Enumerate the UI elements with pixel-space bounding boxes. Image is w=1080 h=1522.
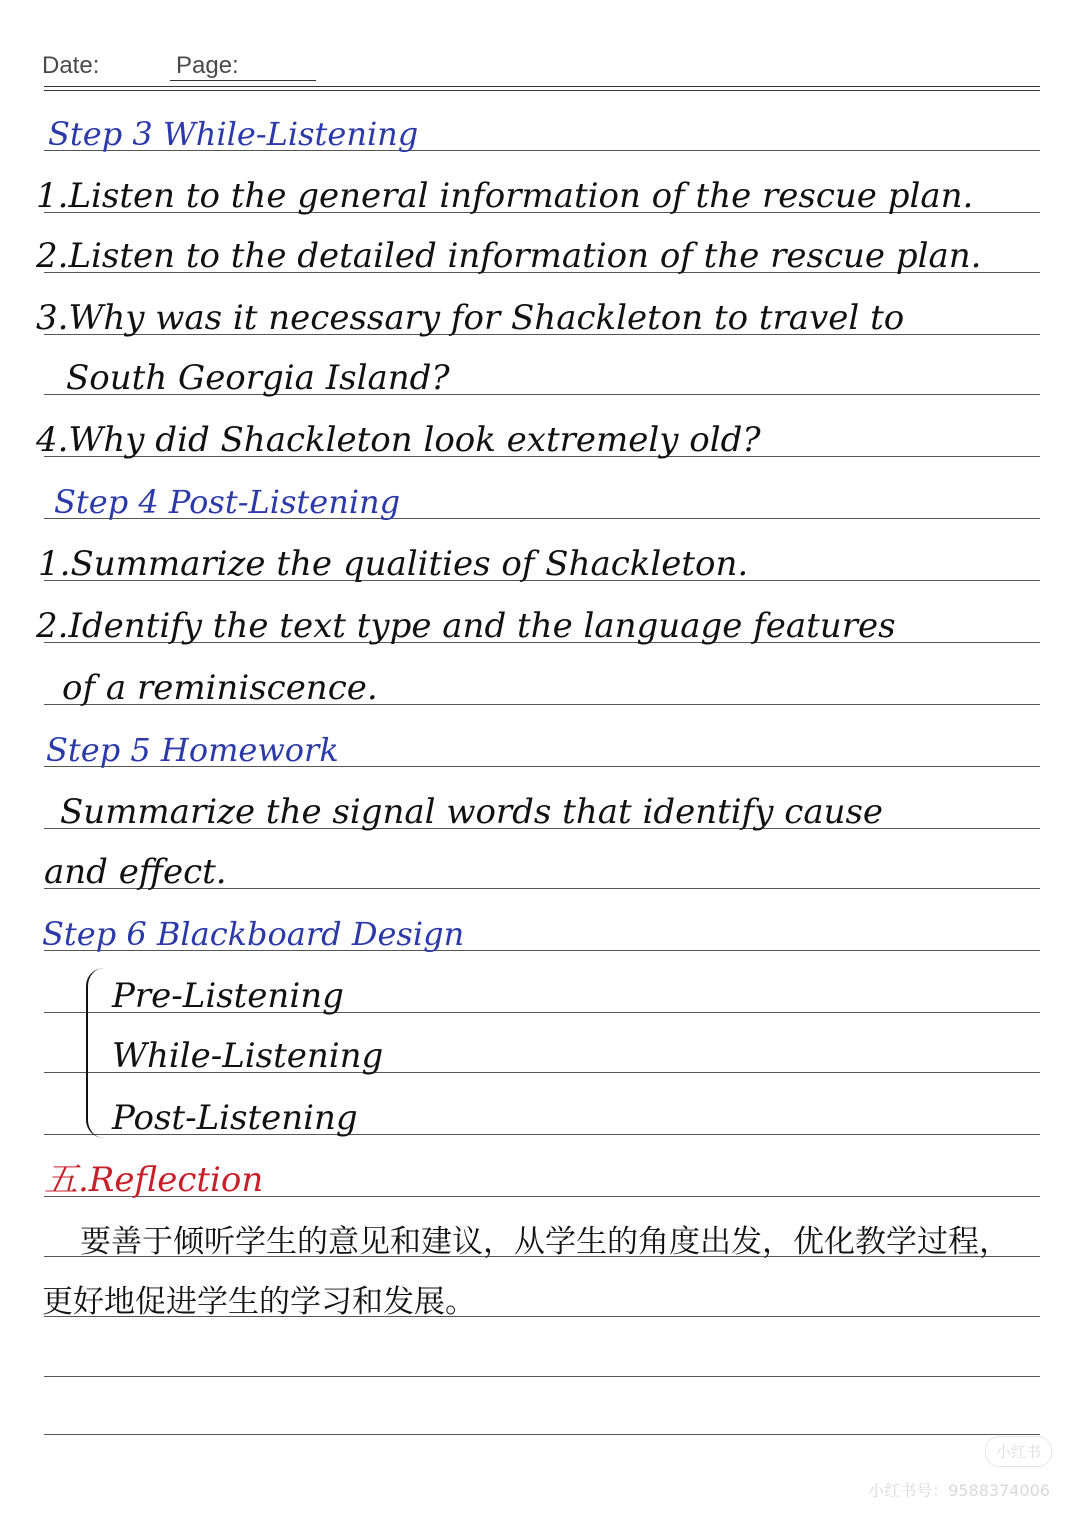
reflection-text-1: 要善于倾听学生的意见和建议，从学生的角度出发，优化教学过程， bbox=[80, 1224, 1010, 1260]
blackboard-item-post: Post-Listening bbox=[112, 1098, 358, 1138]
blackboard-item-pre: Pre-Listening bbox=[112, 976, 344, 1016]
blackboard-item-while: While-Listening bbox=[112, 1036, 384, 1076]
reflection-heading: 五.Reflection bbox=[44, 1160, 264, 1200]
step3-item-1: 1.Listen to the general information of the rescue plan. bbox=[36, 176, 974, 216]
header-rule-bottom bbox=[44, 90, 1040, 91]
step4-item-2: 2.Identify the text type and the language features bbox=[36, 606, 896, 646]
page-label: Page: bbox=[176, 52, 239, 79]
watermark-text: 小红书号：9588374006 bbox=[868, 1481, 1050, 1500]
step5-text-cont: and effect. bbox=[44, 852, 227, 892]
reflection-text-2: 更好地促进学生的学习和发展。 bbox=[42, 1284, 476, 1320]
ruled-line bbox=[44, 1434, 1040, 1435]
page-header bbox=[42, 52, 239, 80]
page-underline bbox=[170, 80, 316, 81]
step3-item-4: 4.Why did Shackleton look extremely old? bbox=[36, 420, 761, 460]
step3-item-3-cont: South Georgia Island? bbox=[66, 358, 450, 398]
step5-text: Summarize the signal words that identify cause bbox=[60, 792, 884, 832]
step3-item-3: 3.Why was it necessary for Shackleton to travel to bbox=[36, 298, 905, 338]
step4-heading: Step 4 Post-Listening bbox=[54, 483, 401, 521]
step4-item-2-cont: of a reminiscence. bbox=[62, 668, 378, 708]
ruled-line bbox=[44, 1376, 1040, 1377]
step3-item-2: 2.Listen to the detailed information of the rescue plan. bbox=[36, 236, 982, 276]
watermark-logo: 小红书 bbox=[985, 1436, 1052, 1467]
date-label: Date: bbox=[42, 52, 100, 79]
step4-item-1: 1.Summarize the qualities of Shackleton. bbox=[38, 544, 749, 584]
step5-heading: Step 5 Homework bbox=[46, 731, 339, 769]
header-rule-top bbox=[44, 86, 1040, 87]
step6-heading: Step 6 Blackboard Design bbox=[42, 915, 465, 953]
step3-heading: Step 3 While-Listening bbox=[48, 115, 419, 153]
